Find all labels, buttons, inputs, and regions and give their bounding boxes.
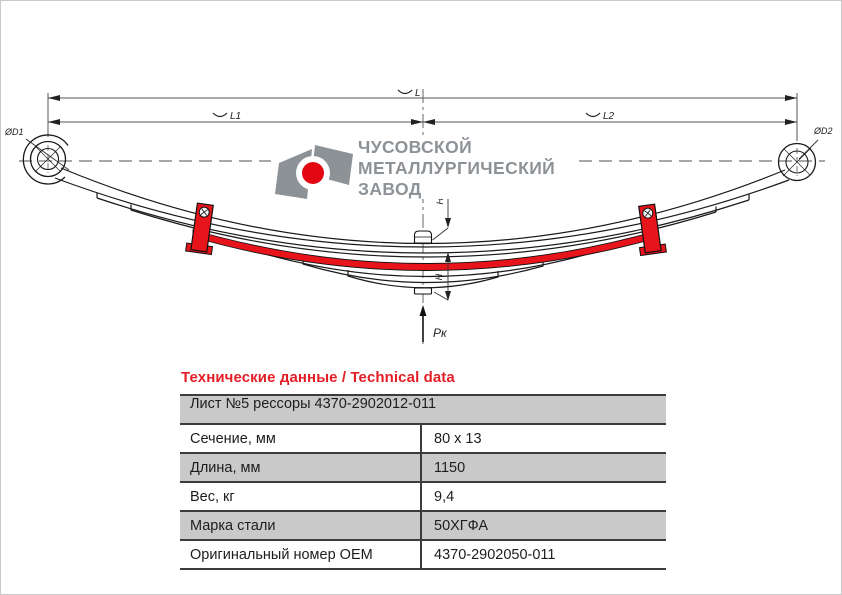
logo-line-3: ЗАВОД xyxy=(358,179,422,199)
table-row xyxy=(180,454,666,483)
dimension-lines xyxy=(48,93,797,141)
rear-eye xyxy=(779,144,816,181)
arrowhead xyxy=(445,218,451,228)
row-label: Сечение, мм xyxy=(190,430,276,447)
dim-total-text: L xyxy=(415,88,421,99)
table-row xyxy=(180,512,666,541)
dim-label-rear xyxy=(586,111,615,122)
arc-length-symbol xyxy=(586,113,600,117)
table-row xyxy=(180,425,666,454)
row-label: Длина, мм xyxy=(190,459,261,476)
dimension-arrowheads xyxy=(48,95,797,125)
row-value: 9,4 xyxy=(420,483,666,510)
table-header-row xyxy=(180,396,666,425)
load-label: Pк xyxy=(433,326,447,340)
row-value: 80 x 13 xyxy=(420,425,666,452)
table-row xyxy=(180,541,666,568)
clamp-left xyxy=(186,202,219,254)
row-value: 4370-2902050-011 xyxy=(420,541,666,568)
dim-label-total xyxy=(398,88,421,99)
center-bolt-bottom-nut xyxy=(415,288,432,294)
company-logo xyxy=(271,135,576,199)
row-value: 50ХГФА xyxy=(420,512,666,539)
table-title: Технические данные / Technical data xyxy=(181,369,455,386)
dim-label-front xyxy=(213,111,241,122)
load-arrow xyxy=(420,305,449,342)
table-row xyxy=(180,483,666,512)
technical-data-table xyxy=(180,394,666,570)
dim-rear-text: L2 xyxy=(603,111,615,122)
row-value: 1150 xyxy=(420,454,666,481)
row-label: Вес, кг xyxy=(190,488,235,505)
dim-front-text: L1 xyxy=(230,111,242,122)
dia-front-leader xyxy=(26,139,69,170)
logo-line-2: МЕТАЛЛУРГИЧЕСКИЙ xyxy=(358,158,556,178)
load-arrowhead xyxy=(420,305,427,316)
height-pack-label: Н xyxy=(434,273,444,281)
arc-length-symbol xyxy=(398,90,412,94)
row-label: Оригинальный номер OEM xyxy=(190,546,373,563)
dia-front-eye-label: ØD1 xyxy=(5,127,24,137)
technical-data-section xyxy=(180,369,666,570)
table-header-cell: Лист №5 рессоры 4370-2902012-011 xyxy=(190,396,437,412)
row-label: Марка стали xyxy=(190,517,276,534)
leaf-spring-technical-drawing xyxy=(1,1,842,361)
front-eye xyxy=(23,135,68,184)
logo-mark-red-dot-icon xyxy=(302,162,324,184)
logo-line-1: ЧУСОВСКОЙ xyxy=(358,137,473,157)
dia-rear-eye-label: ØD2 xyxy=(814,126,833,136)
arc-length-symbol xyxy=(213,113,227,117)
